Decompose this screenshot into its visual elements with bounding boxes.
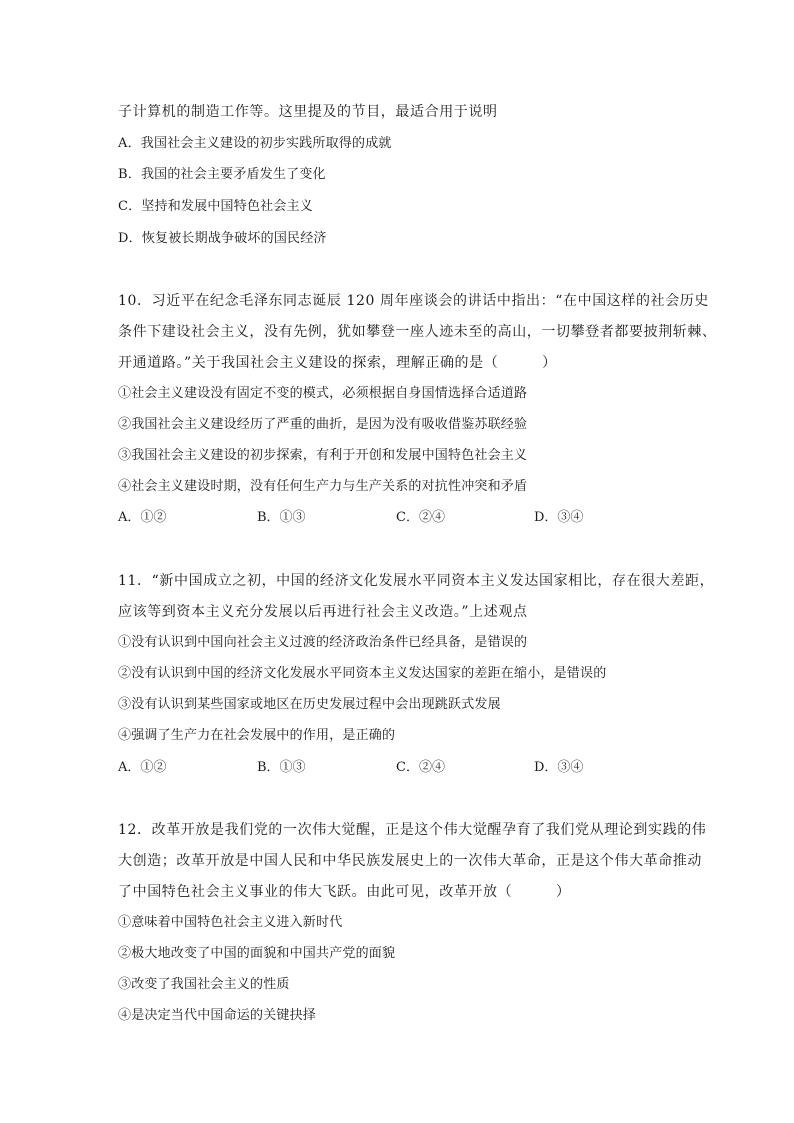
q10-statement-2: ②我国社会主义建设经历了严重的曲折，是因为没有吸收借鉴苏联经验	[118, 417, 528, 432]
q11-choice-b: B．①③	[257, 760, 306, 775]
q10-choice-c: C．②④	[396, 510, 445, 525]
q10-statement-3: ③我国社会主义建设的初步探索，有利于开创和发展中国特色社会主义	[118, 448, 528, 463]
q12-statement-4: ④是决定当代中国命运的关键抉择	[118, 1008, 317, 1023]
q11-stem-line-1: 11．“新中国成立之初，中国的经济文化发展水平同资本主义发达国家相比，存在很大差距，	[118, 573, 715, 589]
q12-stem-line-3: 了中国特色社会主义事业的伟大飞跃。由此可见，改革开放（ ）	[118, 884, 571, 900]
q12-stem-line-2: 大创造；改革开放是中国人民和中华民族发展史上的一次伟大革命，正是这个伟大革命推动	[118, 853, 702, 869]
q11-choice-a: A．①②	[118, 760, 167, 775]
q11-statement-2: ②没有认识到中国的经济文化发展水平同资本主义发达国家的差距在缩小，是错误的	[118, 666, 607, 681]
q9-option-b: B．我国的社会主要矛盾发生了变化	[118, 167, 326, 182]
q10-statement-1: ①社会主义建设没有固定不变的模式，必须根据自身国情选择合适道路	[118, 386, 528, 401]
q9-option-c: C．坚持和发展中国特色社会主义	[118, 199, 313, 214]
q11-choice-d: D．③④	[534, 760, 584, 775]
q11-statement-4: ④强调了生产力在社会发展中的作用，是正确的	[118, 728, 396, 743]
q11-stem-line-2: 应该等到资本主义充分发展以后再进行社会主义改造。”上述观点	[118, 604, 528, 620]
q10-choice-d: D．③④	[534, 510, 584, 525]
q10-stem-line-1: 10．习近平在纪念毛泽东同志诞辰 120 周年座谈会的讲话中指出：“在中国这样的社会历史	[118, 293, 709, 309]
q11-statement-1: ①没有认识到中国向社会主义过渡的经济政治条件已经具备，是错误的	[118, 635, 528, 650]
q9-option-a: A．我国社会主义建设的初步实践所取得的成就	[118, 136, 392, 151]
q9-stem-tail: 子计算机的制造工作等。这里提及的节目，最适合用于说明	[118, 104, 498, 120]
q10-stem-line-2: 条件下建设社会主义，没有先例，犹如攀登一座人迹未至的高山，一切攀登者都要披荆斩棘、	[118, 324, 717, 340]
q12-statement-2: ②极大地改变了中国的面貌和中国共产党的面貌	[118, 946, 396, 961]
q12-statement-3: ③改变了我国社会主义的性质	[118, 977, 290, 992]
q10-choice-b: B．①③	[257, 510, 306, 525]
q11-statement-3: ③没有认识到某些国家或地区在历史发展过程中会出现跳跃式发展	[118, 697, 501, 712]
q12-stem-line-1: 12．改革开放是我们党的一次伟大觉醒，正是这个伟大觉醒孕育了我们党从理论到实践的伟	[118, 822, 707, 838]
q10-choice-a: A．①②	[118, 510, 167, 525]
q12-statement-1: ①意味着中国特色社会主义进入新时代	[118, 915, 343, 930]
q11-choice-c: C．②④	[396, 760, 445, 775]
q9-option-d: D．恢复被长期战争破坏的国民经济	[118, 231, 327, 246]
q10-statement-4: ④社会主义建设时期，没有任何生产力与生产关系的对抗性冲突和矛盾	[118, 479, 528, 494]
q10-stem-line-3: 开通道路。”关于我国社会主义建设的探索，理解正确的是（ ）	[118, 355, 557, 371]
